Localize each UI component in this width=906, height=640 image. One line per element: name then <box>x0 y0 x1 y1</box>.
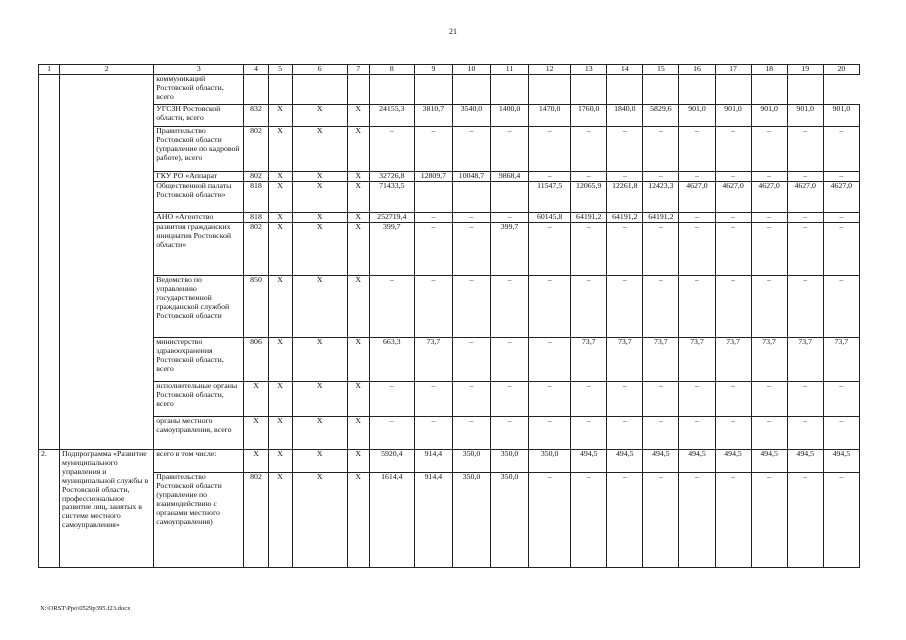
table-cell: 494,5 <box>823 450 859 473</box>
table-cell: 12809,7 <box>414 172 452 182</box>
table-cell: 73,7 <box>643 338 679 382</box>
table-cell: X <box>347 127 369 172</box>
table-cell: – <box>491 338 529 382</box>
table-cell: – <box>787 473 823 568</box>
table-cell: – <box>643 276 679 338</box>
table-cell <box>491 182 529 213</box>
table-cell: X <box>268 473 292 568</box>
table-cell: X <box>268 127 292 172</box>
table-cell: 64191,2 <box>643 213 679 223</box>
table-cell: – <box>452 223 490 276</box>
table-cell: – <box>452 382 490 417</box>
table-cell: – <box>369 276 414 338</box>
table-cell: 64191,2 <box>607 213 643 223</box>
table-cell: X <box>244 450 268 473</box>
column-number-cell: 20 <box>823 65 859 75</box>
table-cell: – <box>369 382 414 417</box>
table-cell: 901,0 <box>787 105 823 127</box>
page-number: 21 <box>449 27 457 36</box>
table-cell: – <box>715 276 751 338</box>
table-cell: X <box>292 182 347 213</box>
table-cell: – <box>491 213 529 223</box>
program-name-cell <box>60 75 154 450</box>
file-path-footer: X:\ORST\Ppo\0529p395.f23.docx <box>40 605 131 612</box>
table-cell: 494,5 <box>607 450 643 473</box>
table-cell: – <box>643 417 679 450</box>
column-number-cell: 10 <box>452 65 490 75</box>
column-number-cell: 16 <box>679 65 715 75</box>
table-cell: X <box>347 182 369 213</box>
table-cell: – <box>414 213 452 223</box>
table-cell: X <box>292 417 347 450</box>
table-cell: X <box>347 450 369 473</box>
table-row <box>39 417 860 450</box>
table-cell: – <box>571 473 607 568</box>
table-row <box>39 127 860 172</box>
executor-cell: АНО «Агентство <box>154 213 244 223</box>
table-cell: X <box>268 223 292 276</box>
table-row <box>39 223 860 276</box>
subprogram-name-cell: Подпрограмма «Развитие муниципального управления и муниципальной службы в Ростовской области, профессиональное развитие лиц, занятых в системе местного самоуправления» <box>60 450 154 568</box>
table-row <box>39 105 860 127</box>
table-cell: – <box>787 127 823 172</box>
column-number-cell: 17 <box>715 65 751 75</box>
table-cell: – <box>715 473 751 568</box>
table-cell: – <box>715 417 751 450</box>
table-cell: – <box>679 276 715 338</box>
table-cell: – <box>414 276 452 338</box>
table-cell: – <box>823 223 859 276</box>
table-cell: X <box>292 450 347 473</box>
table-row <box>39 276 860 338</box>
table-cell: – <box>529 338 571 382</box>
table-cell: 12423,3 <box>643 182 679 213</box>
table-cell: 350,0 <box>529 450 571 473</box>
table-cell: 73,7 <box>679 338 715 382</box>
table-cell: – <box>607 223 643 276</box>
column-number-cell: 3 <box>154 65 244 75</box>
table-cell <box>452 182 490 213</box>
table-cell: 73,7 <box>823 338 859 382</box>
table-cell: 5829,6 <box>643 105 679 127</box>
table-cell: X <box>347 276 369 338</box>
column-number-cell: 9 <box>414 65 452 75</box>
column-number-cell: 15 <box>643 65 679 75</box>
table-cell: – <box>529 127 571 172</box>
table-cell: – <box>529 382 571 417</box>
table-cell: – <box>643 473 679 568</box>
executor-cell: Общественной палаты Ростовской области» <box>154 182 244 213</box>
table-cell: 818 <box>244 182 268 213</box>
table-cell: 73,7 <box>414 338 452 382</box>
table-cell: 901,0 <box>751 105 787 127</box>
table-cell: – <box>369 127 414 172</box>
table-cell: – <box>643 223 679 276</box>
table-cell: – <box>414 223 452 276</box>
table-cell: X <box>347 223 369 276</box>
table-cell: 901,0 <box>679 105 715 127</box>
table-cell: – <box>643 172 679 182</box>
executor-cell: Правительство Ростовской области (управление по кадровой работе), всего <box>154 127 244 172</box>
column-number-cell: 14 <box>607 65 643 75</box>
table-cell: – <box>529 473 571 568</box>
table-cell: – <box>715 213 751 223</box>
table-cell: – <box>787 223 823 276</box>
table-cell: 806 <box>244 338 268 382</box>
table-cell <box>414 182 452 213</box>
table-cell: X <box>268 338 292 382</box>
executor-cell: министерство здравоохранения Ростовской области, всего <box>154 338 244 382</box>
table-cell: 24155,3 <box>369 105 414 127</box>
table-cell: – <box>607 473 643 568</box>
table-cell: 802 <box>244 127 268 172</box>
table-cell: 64191,2 <box>571 213 607 223</box>
table-cell: 494,5 <box>571 450 607 473</box>
table-cell: X <box>347 105 369 127</box>
table-cell: – <box>679 223 715 276</box>
table-cell: – <box>529 276 571 338</box>
executor-cell: коммуникаций Ростовской области, всего <box>154 75 244 105</box>
column-number-cell: 7 <box>347 65 369 75</box>
table-cell: X <box>292 223 347 276</box>
table-cell: X <box>347 213 369 223</box>
row-number-cell: 2. <box>39 450 60 568</box>
table-cell: X <box>268 417 292 450</box>
table-cell: 914,4 <box>414 473 452 568</box>
column-number-cell: 1 <box>39 65 60 75</box>
table-cell: X <box>347 338 369 382</box>
table-cell: 4627,0 <box>751 182 787 213</box>
table-cell: – <box>751 473 787 568</box>
table-cell: – <box>679 417 715 450</box>
table-cell: 802 <box>244 473 268 568</box>
table-cell: 73,7 <box>571 338 607 382</box>
table-cell: – <box>823 213 859 223</box>
table-cell: 818 <box>244 213 268 223</box>
table-cell: 73,7 <box>607 338 643 382</box>
column-number-cell: 11 <box>491 65 529 75</box>
row-number-cell <box>39 75 60 450</box>
table-cell: – <box>491 382 529 417</box>
table-cell: – <box>751 382 787 417</box>
table-cell: – <box>491 127 529 172</box>
table-cell: 12065,9 <box>571 182 607 213</box>
column-number-cell: 18 <box>751 65 787 75</box>
table-cell: 350,0 <box>452 450 490 473</box>
table-cell: – <box>452 276 490 338</box>
table-cell: – <box>529 172 571 182</box>
table-cell: – <box>414 382 452 417</box>
table-cell: X <box>292 105 347 127</box>
table-cell: X <box>292 172 347 182</box>
table-cell: – <box>452 213 490 223</box>
column-number-cell: 4 <box>244 65 268 75</box>
table-cell: – <box>823 473 859 568</box>
table-row <box>39 382 860 417</box>
table-cell: 3540,0 <box>452 105 490 127</box>
column-number-cell: 12 <box>529 65 571 75</box>
table-cell: – <box>679 473 715 568</box>
table-cell: X <box>292 127 347 172</box>
table-cell: – <box>491 417 529 450</box>
table-cell: 494,5 <box>715 450 751 473</box>
table-cell: 9868,4 <box>491 172 529 182</box>
table-cell: 1614,4 <box>369 473 414 568</box>
table-cell: X <box>268 172 292 182</box>
table-cell: – <box>751 127 787 172</box>
table-cell: – <box>715 127 751 172</box>
table-row <box>39 75 860 105</box>
table-cell: – <box>529 417 571 450</box>
table-cell: – <box>787 172 823 182</box>
table-cell: – <box>823 417 859 450</box>
table-cell: X <box>347 417 369 450</box>
table-cell: 494,5 <box>643 450 679 473</box>
table-row <box>39 172 860 182</box>
table-cell: – <box>679 382 715 417</box>
table-cell: 252719,4 <box>369 213 414 223</box>
column-number-cell: 6 <box>292 65 347 75</box>
table-cell: – <box>643 382 679 417</box>
table-cell: 71433,5 <box>369 182 414 213</box>
table-cell: – <box>787 417 823 450</box>
table-cell: 350,0 <box>491 450 529 473</box>
table-cell: X <box>268 182 292 213</box>
table-cell: 3810,7 <box>414 105 452 127</box>
table-cell: X <box>244 382 268 417</box>
executor-cell: исполнительные органы Ростовской области, всего <box>154 382 244 417</box>
table-cell: – <box>571 223 607 276</box>
table-row <box>39 213 860 223</box>
table-row <box>39 450 860 473</box>
table-cell: – <box>679 172 715 182</box>
table-cell: – <box>607 172 643 182</box>
table-cell: 60145,8 <box>529 213 571 223</box>
table-cell: X <box>244 417 268 450</box>
table-cell: 12261,8 <box>607 182 643 213</box>
table-cell: – <box>414 127 452 172</box>
table-cell: 850 <box>244 276 268 338</box>
table-cell: 832 <box>244 105 268 127</box>
table-cell: X <box>347 172 369 182</box>
table-cell: – <box>452 417 490 450</box>
table-cell: – <box>607 417 643 450</box>
table-cell: 350,0 <box>452 473 490 568</box>
table-cell: 32726,8 <box>369 172 414 182</box>
table-cell: – <box>643 127 679 172</box>
table-cell: – <box>751 417 787 450</box>
column-number-cell: 13 <box>571 65 607 75</box>
table-cell: 10048,7 <box>452 172 490 182</box>
table-cell: – <box>715 223 751 276</box>
executor-cell: УГСЗН Ростовской области, всего <box>154 105 244 127</box>
table-cell: – <box>679 127 715 172</box>
table-cell: X <box>268 450 292 473</box>
table-cell: – <box>529 223 571 276</box>
table-cell: 663,3 <box>369 338 414 382</box>
column-number-cell: 19 <box>787 65 823 75</box>
table-cell: – <box>823 127 859 172</box>
table-cell: 1400,0 <box>491 105 529 127</box>
table-cell: – <box>571 382 607 417</box>
table-cell: – <box>787 382 823 417</box>
table-cell: – <box>491 276 529 338</box>
table-cell: X <box>292 213 347 223</box>
table-cell: X <box>268 276 292 338</box>
table-cell: – <box>751 172 787 182</box>
table-cell: X <box>292 473 347 568</box>
table-cell: 494,5 <box>787 450 823 473</box>
table-cell: – <box>823 172 859 182</box>
table-cell: – <box>751 276 787 338</box>
table-cell: – <box>571 127 607 172</box>
table-cell: 399,7 <box>491 223 529 276</box>
column-number-cell: 8 <box>369 65 414 75</box>
table-cell: 11547,5 <box>529 182 571 213</box>
executor-cell: развития гражданских инициатив Ростовской области» <box>154 223 244 276</box>
executor-cell: органы местного самоуправления, всего <box>154 417 244 450</box>
table-cell: 494,5 <box>751 450 787 473</box>
table-cell: 399,7 <box>369 223 414 276</box>
table-cell: 73,7 <box>751 338 787 382</box>
table-row <box>39 473 860 568</box>
table-row <box>39 338 860 382</box>
table-cell: 4627,0 <box>787 182 823 213</box>
table-cell: – <box>823 382 859 417</box>
table-cell: – <box>607 382 643 417</box>
table-cell: X <box>292 276 347 338</box>
table-cell: 5920,4 <box>369 450 414 473</box>
table-cell: 802 <box>244 172 268 182</box>
table-cell: 1840,0 <box>607 105 643 127</box>
table-cell: 350,0 <box>491 473 529 568</box>
table-cell: 1760,0 <box>571 105 607 127</box>
table-row <box>39 182 860 213</box>
table-cell: X <box>347 382 369 417</box>
table-cell: – <box>751 223 787 276</box>
table-cell: 914,4 <box>414 450 452 473</box>
table-cell: X <box>268 105 292 127</box>
table-cell: X <box>292 382 347 417</box>
table-cell: – <box>452 127 490 172</box>
column-number-header-row <box>39 65 860 75</box>
table-cell: X <box>347 473 369 568</box>
table-cell: – <box>369 417 414 450</box>
executor-cell: Правительство Ростовской области (управление по взаимодействию с органами местного самоуправления) <box>154 473 244 568</box>
table-cell: – <box>679 213 715 223</box>
table-cell: – <box>823 276 859 338</box>
table-cell: – <box>571 417 607 450</box>
table-cell: – <box>571 276 607 338</box>
table-cell: X <box>268 382 292 417</box>
table-cell: 1470,0 <box>529 105 571 127</box>
table-cell: X <box>268 213 292 223</box>
budget-table <box>38 64 860 568</box>
table-cell: – <box>751 213 787 223</box>
table-cell: 494,5 <box>679 450 715 473</box>
table-cell: – <box>607 127 643 172</box>
table-cell: – <box>715 172 751 182</box>
executor-cell: ГКУ РО «Аппарат <box>154 172 244 182</box>
table-cell: 4627,0 <box>679 182 715 213</box>
table-cell: 901,0 <box>823 105 859 127</box>
column-number-cell: 5 <box>268 65 292 75</box>
table-cell: 4627,0 <box>715 182 751 213</box>
executor-cell: всего в том числе: <box>154 450 244 473</box>
table-cell: – <box>414 417 452 450</box>
table-cell: – <box>452 338 490 382</box>
executor-cell: Ведомство по управлению государственной гражданской службой Ростовской области <box>154 276 244 338</box>
table-cell: 802 <box>244 223 268 276</box>
table-cell: 73,7 <box>787 338 823 382</box>
table-cell: X <box>292 338 347 382</box>
column-number-cell: 2 <box>60 65 154 75</box>
table-cell: – <box>607 276 643 338</box>
table-cell: 4627,0 <box>823 182 859 213</box>
table-cell: – <box>715 382 751 417</box>
table-cell: – <box>571 172 607 182</box>
table-cell: – <box>787 276 823 338</box>
table-cell: 73,7 <box>715 338 751 382</box>
table-cell: 901,0 <box>715 105 751 127</box>
table-cell: – <box>787 213 823 223</box>
